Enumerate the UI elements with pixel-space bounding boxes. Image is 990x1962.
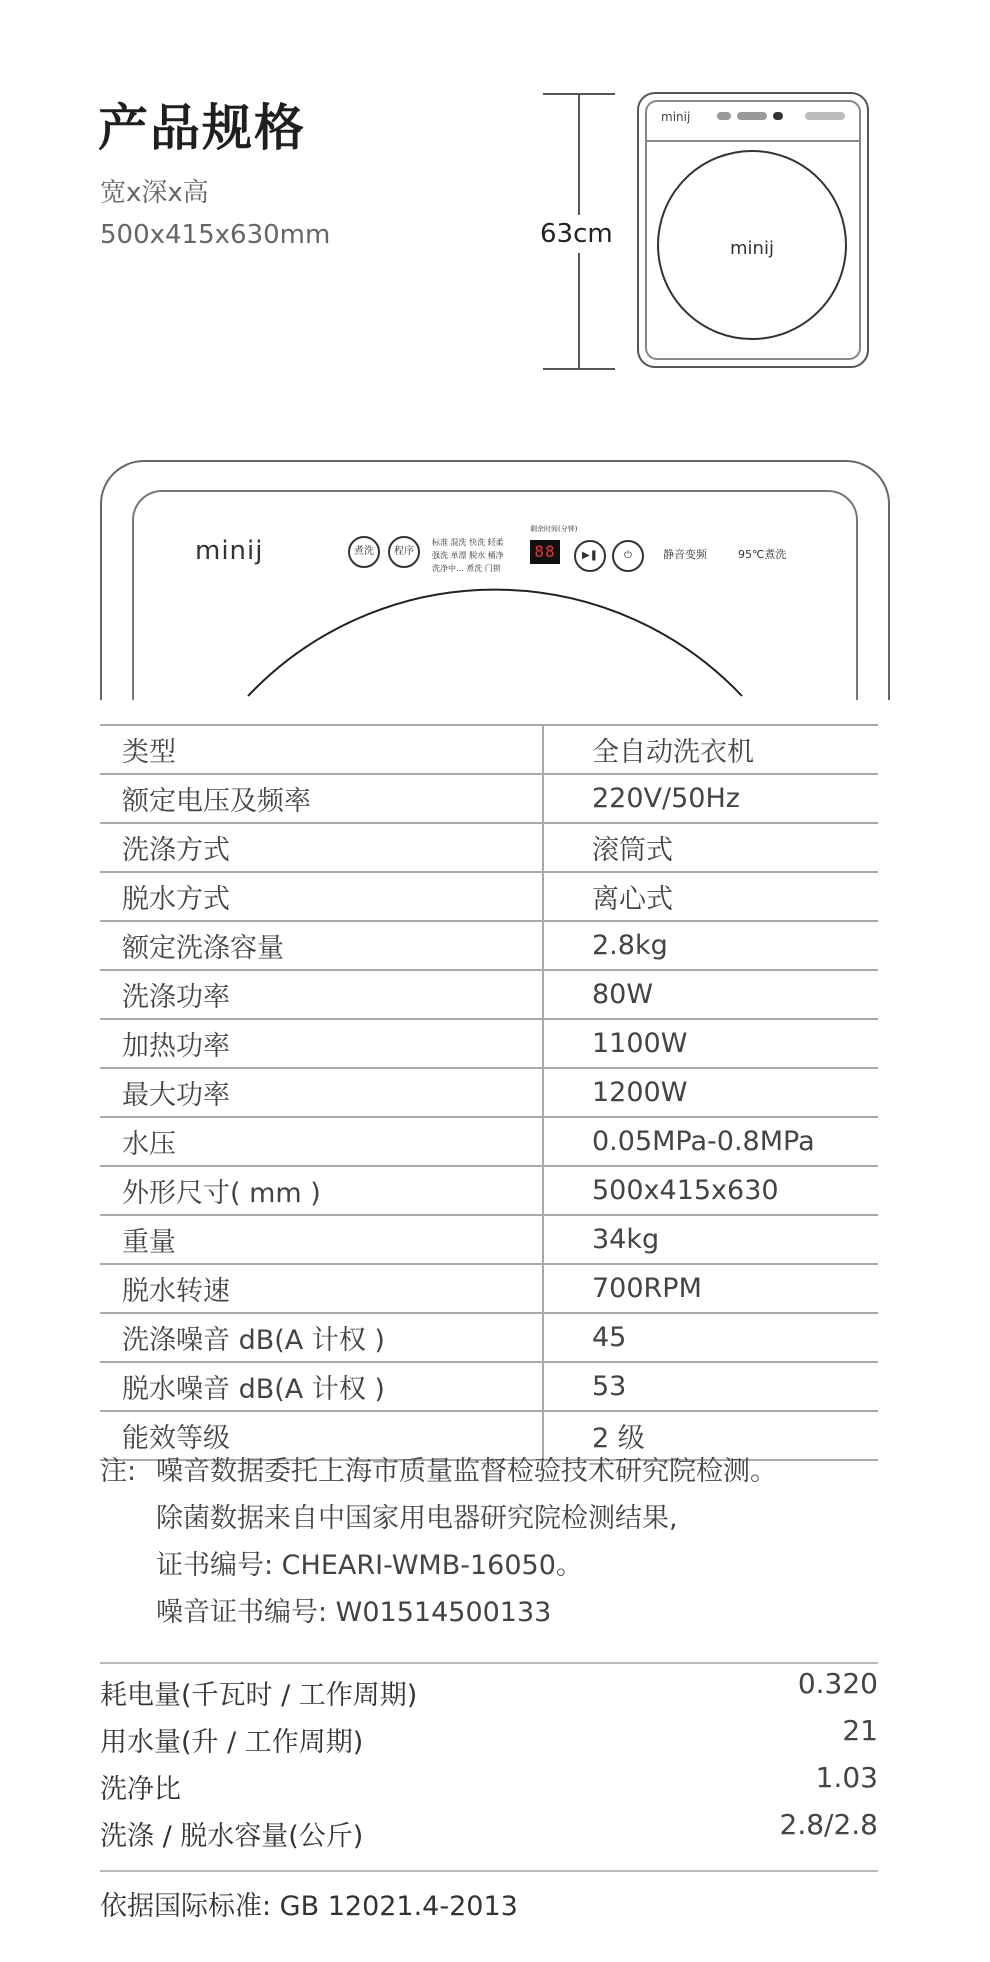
door-arc xyxy=(242,588,748,700)
energy-value: 0.320 xyxy=(797,1667,878,1700)
energy-row xyxy=(100,1761,878,1813)
note-line: 除菌数据来自中国家用电器研究院检测结果, xyxy=(156,1503,678,1534)
table-row xyxy=(100,1166,878,1215)
power-icon: ⏻ xyxy=(612,540,644,572)
note-label: 注: xyxy=(100,1456,137,1487)
spec-value: 1100W xyxy=(543,1019,878,1068)
washer-front-display xyxy=(773,112,783,120)
standard-reference: 依据国际标准: GB 12021.4-2013 xyxy=(100,1891,518,1922)
energy-info xyxy=(100,1667,878,1860)
table-row xyxy=(100,970,878,1019)
washer-door-brand: minij xyxy=(730,238,774,259)
note-line: 证书编号: CHEARI-WMB-16050。 xyxy=(156,1550,583,1581)
spec-name: 重量 xyxy=(100,1215,543,1264)
spec-name: 加热功率 xyxy=(100,1019,543,1068)
washer-panel-divider xyxy=(645,140,861,142)
spec-name: 额定电压及频率 xyxy=(100,774,543,823)
quiet-inverter-label: 静音变频 xyxy=(663,548,707,561)
washer-front-control-strip xyxy=(737,112,767,120)
height-dimension-label: 63cm xyxy=(540,215,613,253)
spec-value: 220V/50Hz xyxy=(543,774,878,823)
table-row xyxy=(100,921,878,970)
washer-front-brand: minij xyxy=(661,110,691,124)
table-row xyxy=(100,872,878,921)
spec-value: 滚筒式 xyxy=(543,823,878,872)
table-row xyxy=(100,1264,878,1313)
mode-row: 洗净中... 煮洗 门锁 xyxy=(432,564,501,573)
energy-row xyxy=(100,1714,878,1766)
spec-value: 离心式 xyxy=(543,872,878,921)
spec-value: 53 xyxy=(543,1362,878,1411)
washer-front-illustration xyxy=(637,92,869,368)
spec-table xyxy=(100,724,878,1461)
spec-value: 全自动洗衣机 xyxy=(543,725,878,774)
energy-value: 21 xyxy=(842,1714,878,1747)
spec-name: 最大功率 xyxy=(100,1068,543,1117)
program-mode-labels xyxy=(432,536,522,575)
divider xyxy=(100,1870,878,1872)
spec-name: 脱水方式 xyxy=(100,872,543,921)
energy-label: 洗涤 / 脱水容量(公斤) xyxy=(100,1821,364,1852)
table-row xyxy=(100,1019,878,1068)
table-row xyxy=(100,1313,878,1362)
energy-value: 1.03 xyxy=(815,1761,878,1794)
energy-label: 用水量(升 / 工作周期) xyxy=(100,1727,364,1758)
height-dimension-top-tick xyxy=(543,93,615,95)
table-row xyxy=(100,1362,878,1411)
spec-name: 脱水噪音 dB(A 计权 ) xyxy=(100,1362,543,1411)
table-row xyxy=(100,1215,878,1264)
play-pause-icon: ▶❚ xyxy=(574,540,606,572)
spec-value: 45 xyxy=(543,1313,878,1362)
spec-value: 80W xyxy=(543,970,878,1019)
washer-front-control-dot xyxy=(717,112,731,120)
spec-name: 水压 xyxy=(100,1117,543,1166)
digital-display: 88 xyxy=(530,540,560,564)
table-row xyxy=(100,1068,878,1117)
spec-value: 1200W xyxy=(543,1068,878,1117)
note-line: 注: 噪音数据委托上海市质量监督检验技术研究院检测。 xyxy=(100,1448,777,1495)
spec-name: 脱水转速 xyxy=(100,1264,543,1313)
energy-value: 2.8/2.8 xyxy=(779,1808,878,1841)
spec-name: 洗涤方式 xyxy=(100,823,543,872)
spec-name: 洗涤噪音 dB(A 计权 ) xyxy=(100,1313,543,1362)
spec-value: 34kg xyxy=(543,1215,878,1264)
spec-name: 额定洗涤容量 xyxy=(100,921,543,970)
energy-label: 耗电量(千瓦时 / 工作周期) xyxy=(100,1680,418,1711)
table-row xyxy=(100,1117,878,1166)
table-row xyxy=(100,725,878,774)
spec-name: 能效等级 xyxy=(100,1411,543,1460)
spec-value: 2.8kg xyxy=(543,921,878,970)
mode-row: 强洗 单漂 脱水 桶净 xyxy=(432,551,504,560)
washer-front-feature-strip xyxy=(805,112,845,120)
spec-value: 700RPM xyxy=(543,1264,878,1313)
energy-row xyxy=(100,1667,878,1719)
notes xyxy=(100,1448,777,1636)
spec-value: 0.05MPa-0.8MPa xyxy=(543,1117,878,1166)
divider xyxy=(100,1662,878,1664)
mode-row: 标准 混洗 快洗 轻柔 xyxy=(432,538,504,547)
remaining-time-label: 剩余时间(分钟) xyxy=(530,525,578,533)
spec-value: 500x415x630 xyxy=(543,1166,878,1215)
spec-name: 外形尺寸( mm ) xyxy=(100,1166,543,1215)
boil-wash-feature-label: 95℃煮洗 xyxy=(738,548,787,561)
energy-label: 洗净比 xyxy=(100,1774,181,1805)
spec-name: 类型 xyxy=(100,725,543,774)
note-line: 噪音证书编号: W01514500133 xyxy=(156,1597,552,1628)
dimensions-label: 宽x深x高 xyxy=(100,178,209,208)
table-row xyxy=(100,774,878,823)
control-panel-brand: minij xyxy=(195,536,264,566)
spec-name: 洗涤功率 xyxy=(100,970,543,1019)
energy-row xyxy=(100,1808,878,1860)
height-dimension-bottom-tick xyxy=(543,368,615,370)
page-title: 产品规格 xyxy=(98,99,306,157)
spec-value: 2 级 xyxy=(543,1411,878,1460)
boil-wash-button-illustration: 煮洗 xyxy=(348,536,380,568)
program-button-illustration: 程序 xyxy=(388,536,420,568)
table-row xyxy=(100,823,878,872)
washer-front-door xyxy=(657,150,847,340)
dimensions-value: 500x415x630mm xyxy=(100,220,331,250)
